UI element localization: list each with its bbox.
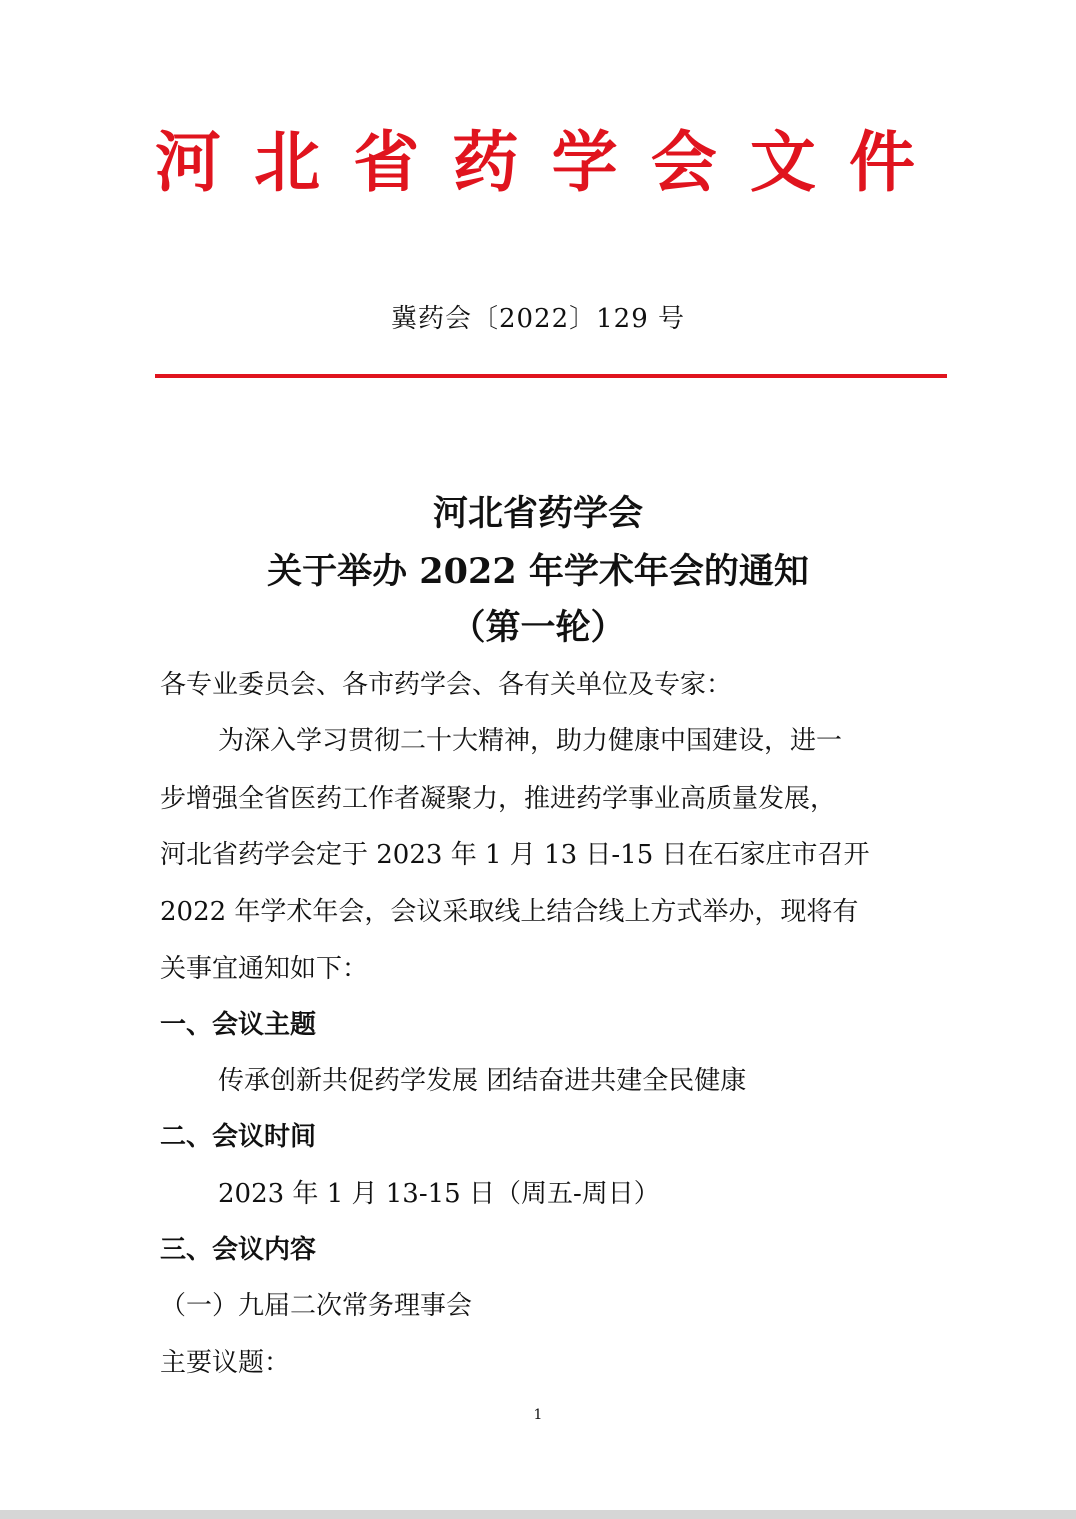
header-char: 省 <box>353 124 420 201</box>
intro-line: 关事宜通知如下： <box>160 954 369 984</box>
intro-line: 为深入学习贯彻二十大精神，助力健康中国建设，进一 <box>218 726 843 756</box>
section-heading-theme: 一、会议主题 <box>160 1010 317 1040</box>
red-divider <box>155 374 947 378</box>
header-char: 学 <box>551 124 618 201</box>
section-heading-content: 三、会议内容 <box>160 1235 317 1265</box>
header-char: 文 <box>749 124 816 201</box>
theme-text: 传承创新共促药学发展 团结奋进共建全民健康 <box>218 1066 747 1096</box>
page-bottom-edge <box>0 1510 1076 1519</box>
header-char: 河 <box>155 124 221 201</box>
header-char: 会 <box>650 124 717 201</box>
header-char: 北 <box>254 124 321 201</box>
time-text: 2023 年 1 月 13-15 日（周五-周日） <box>218 1179 660 1209</box>
section-heading-time: 二、会议时间 <box>160 1122 317 1152</box>
intro-line: 2022 年学术年会，会议采取线上结合线上方式举办，现将有 <box>160 897 859 927</box>
salutation: 各专业委员会、各市药学会、各有关单位及专家： <box>160 670 733 700</box>
header-char: 药 <box>452 124 519 201</box>
notice-title-line3: （第一轮） <box>450 607 626 648</box>
document-number: 冀药会〔2022〕129 号 <box>390 304 686 334</box>
intro-line: 步增强全省医药工作者凝聚力，推进药学事业高质量发展， <box>160 784 837 814</box>
page-number: 1 <box>533 1407 543 1423</box>
notice-title-line1: 河北省药学会 <box>432 493 643 534</box>
header-char: 件 <box>848 124 915 201</box>
intro-line: 河北省药学会定于 2023 年 1 月 13 日-15 日在石家庄市召开 <box>160 840 870 870</box>
notice-title-line2: 关于举办 2022 年学术年会的通知 <box>267 551 809 592</box>
content-subheading: （一）九届二次常务理事会 <box>160 1291 473 1321</box>
org-file-header <box>155 118 915 208</box>
topics-label: 主要议题： <box>160 1348 291 1378</box>
